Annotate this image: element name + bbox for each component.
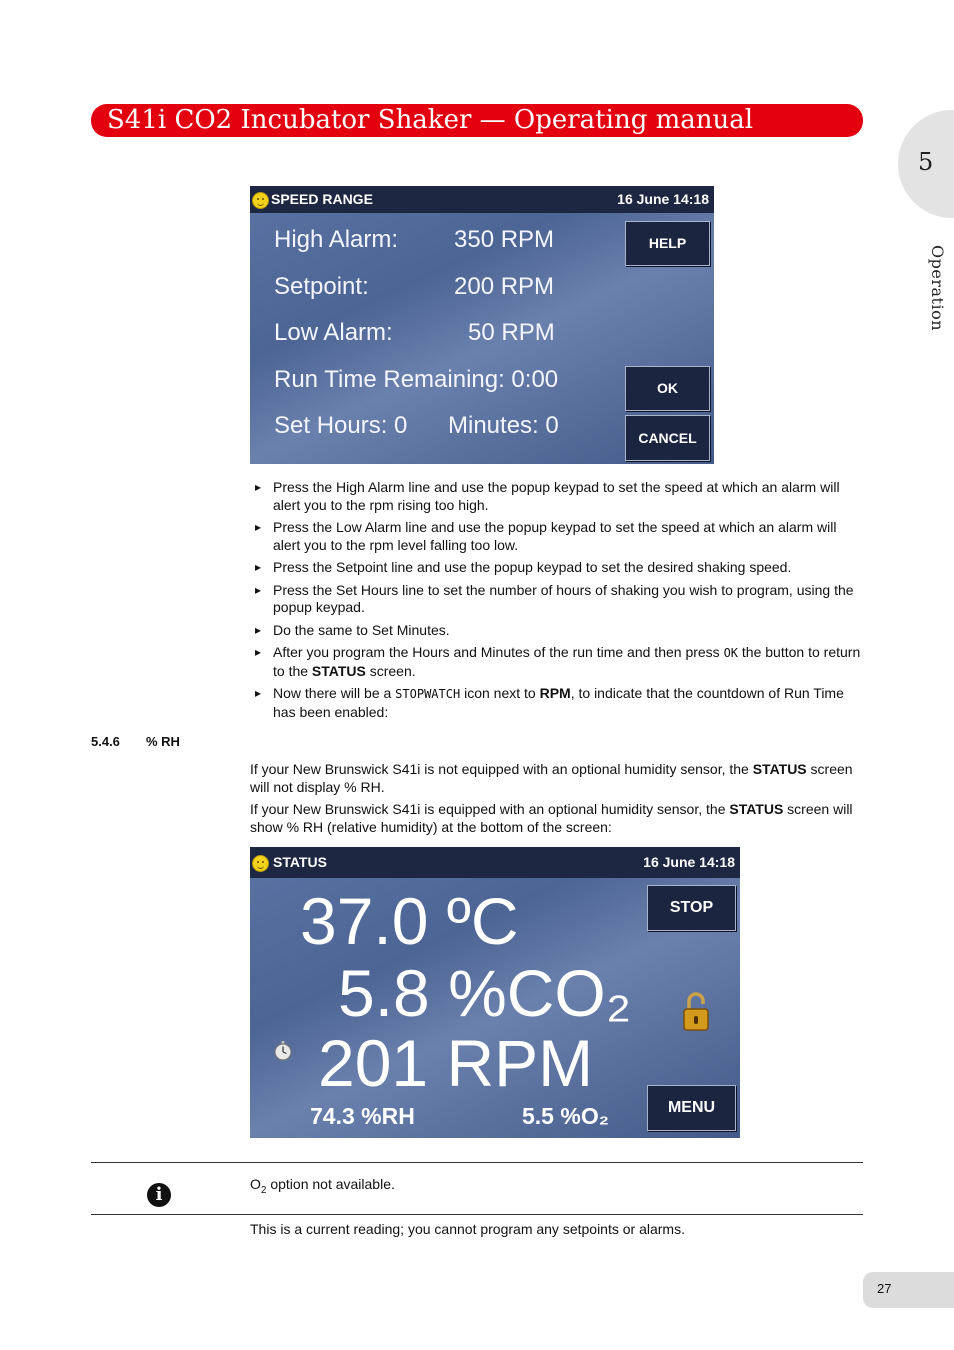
set-minutes[interactable]: Minutes: 0	[448, 412, 559, 439]
page-number: 27	[877, 1281, 892, 1296]
o2-reading: 5.5 %O₂	[522, 1103, 609, 1129]
rh-reading: 74.3 %RH	[310, 1103, 415, 1129]
screen-date: 16 June 14:18	[617, 191, 709, 207]
status-screen	[250, 847, 740, 1138]
list-item: ▸ Press the Setpoint line and use the popup keypad to set the desired shaking speed.	[255, 559, 865, 577]
stop-button[interactable]: STOP	[647, 885, 736, 931]
help-button[interactable]: HELP	[625, 221, 710, 266]
menu-button[interactable]: MENU	[647, 1085, 736, 1131]
padlock-icon[interactable]	[683, 990, 709, 1032]
list-item: ▸ After you program the Hours and Minutes of the run time and then press OK the button to return to the STATUS screen.	[255, 644, 865, 680]
section-title: % RH	[146, 734, 180, 749]
temperature-reading: 37.0 ºC	[300, 884, 519, 958]
cancel-button[interactable]: CANCEL	[625, 415, 710, 461]
chapter-number: 5	[918, 148, 934, 176]
smiley-icon	[252, 855, 269, 872]
screen-date: 16 June 14:18	[643, 854, 735, 870]
stopwatch-icon	[273, 1041, 293, 1061]
high-alarm-value[interactable]: 350 RPM	[454, 226, 555, 253]
list-item: ▸ Press the Set Hours line to set the number of hours of shaking you wish to program, using the popup keypad.	[255, 582, 865, 617]
paragraph-with-sensor: If your New Brunswick S41i is equipped with an optional humidity sensor, the STATUS screen will show % RH (relative humidity) at the bottom of the screen:	[250, 801, 853, 835]
manual-title-bar	[91, 104, 863, 137]
high-alarm-label[interactable]: High Alarm:	[274, 226, 399, 253]
smiley-icon	[252, 192, 269, 209]
list-item: ▸ Now there will be a STOPWATCH icon next to RPM, to indicate that the countdown of Run Time has been enabled:	[255, 685, 865, 721]
run-time-remaining: Run Time Remaining: 0:00	[274, 366, 559, 393]
screen-header	[250, 186, 714, 213]
section-number: 5.4.6	[91, 734, 120, 749]
note-bottom-rule	[91, 1214, 863, 1215]
list-item: ▸ Press the Low Alarm line and use the popup keypad to set the speed at which an alarm will alert you to the rpm level falling too low.	[255, 519, 865, 554]
screen-header	[250, 847, 740, 878]
list-item: ▸ Press the High Alarm line and use the popup keypad to set the speed at which an alarm will alert you to the rpm rising too high.	[255, 479, 865, 514]
setpoint-label[interactable]: Setpoint:	[274, 273, 369, 300]
speed-range-screen	[250, 186, 714, 464]
note-text: $O_2$ option not available.	[250, 1176, 395, 1196]
set-hours[interactable]: Set Hours: 0	[274, 412, 408, 439]
info-icon: i	[147, 1183, 171, 1207]
rpm-reading: 201 RPM	[318, 1026, 594, 1100]
stopwatch-text: STOPWATCH	[395, 687, 461, 701]
paragraph-no-sensor: If your New Brunswick S41i is not equipped with an optional humidity sensor, the STATUS screen will not display % RH.	[250, 761, 853, 795]
ok-button[interactable]: OK	[625, 366, 710, 411]
low-alarm-label[interactable]: Low Alarm:	[274, 319, 393, 346]
instruction-list	[255, 479, 865, 726]
low-alarm-value[interactable]: 50 RPM	[468, 319, 555, 346]
co2-reading: 5.8 %CO₂	[338, 956, 632, 1030]
setpoint-value[interactable]: 200 RPM	[454, 273, 555, 300]
screen-title: SPEED RANGE	[271, 191, 373, 207]
ok-key-text: OK	[723, 646, 739, 660]
screen-title: STATUS	[273, 854, 327, 870]
chapter-label: Operation	[928, 245, 947, 331]
list-item: ▸ Do the same to Set Minutes.	[255, 622, 865, 640]
manual-title: S41i CO2 Incubator Shaker — Operating manual	[107, 105, 754, 135]
footer-paragraph: This is a current reading; you cannot program any setpoints or alarms.	[250, 1221, 685, 1237]
note-top-rule	[91, 1162, 863, 1163]
